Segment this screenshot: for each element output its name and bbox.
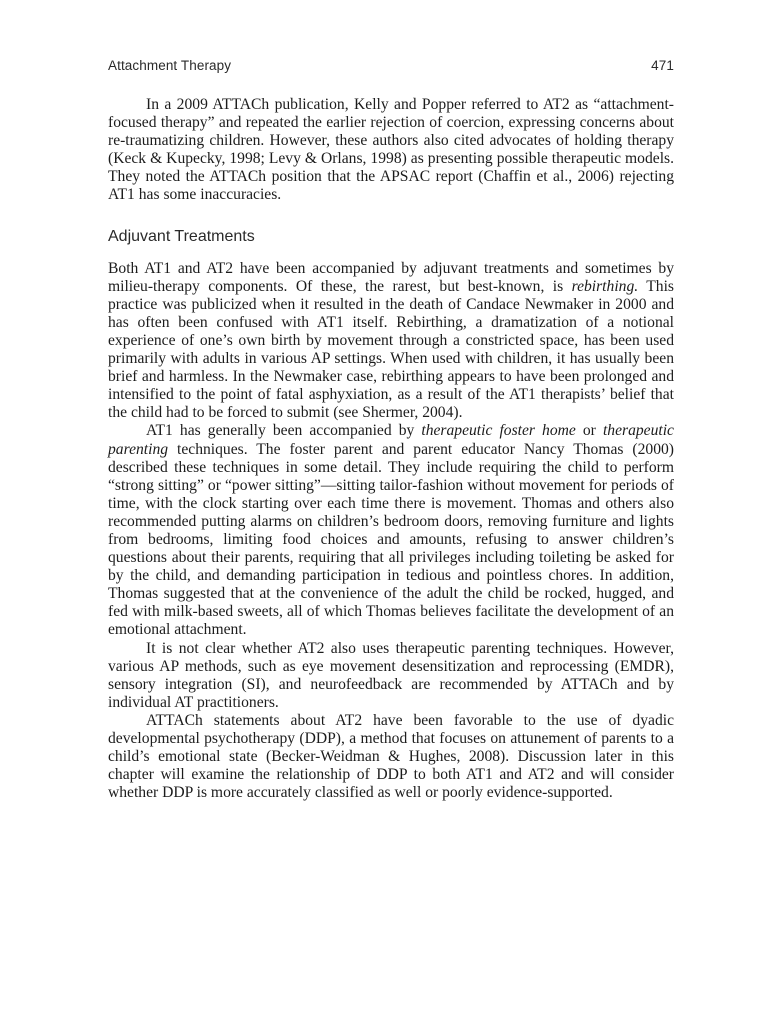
paragraph-3-text-c: techniques. The foster parent and parent educator Nancy Thomas (2000) described these techniques in some detail. They include requiring the child to perform “strong sitting” or “power sitting”—sitting tailor-fashion without movement for periods of time, with the clock starting over each time there is movement. Thomas and others also recommended putting alarms on children’s bedroom doors, removing furniture and lights from bedrooms, limiting food choices and amounts, refusing to answer children’s questions about their parents, requiring that all privileges including toileting be asked for by the child, and demanding participation in tedious and pointless chores. In addition, Thomas suggested that at the convenience of the adult the child be rocked, hugged, and fed with milk-based sweets, all of which Thomas believes facilitate the development of an emotional attachment. — [108, 440, 674, 639]
paragraph-3-italic-1: therapeutic foster home — [421, 422, 576, 440]
paragraph-2-italic: rebirthing. — [571, 277, 639, 295]
paragraph-4: It is not clear whether AT2 also uses therapeutic parenting techniques. However, various AP methods, such as eye movement desensitization and reprocessing (EMDR), sensory integration (SI), and neurofeedback are recommended by ATTACh and by individual AT practitioners. — [108, 639, 674, 711]
paragraph-3-italic-2: therapeutic parenting — [108, 422, 674, 458]
paragraph-1: In a 2009 ATTACh publication, Kelly and Popper referred to AT2 as “attachment-focused therapy” and repeated the earlier rejection of coercion, expressing concerns about re-traumatizing children. However, these authors also cited advocates of holding therapy (Keck & Kupecky, 1998; Levy & Orlans, 1998) as presenting possible therapeutic models. They noted the ATTACh position that the APSAC report (Chaffin et al., 2006) rejecting AT1 has some inaccuracies. — [108, 96, 674, 204]
book-page — [108, 58, 674, 802]
running-head — [108, 58, 674, 80]
running-title: Attachment Therapy — [108, 58, 232, 73]
paragraph-2 — [108, 260, 674, 423]
section-heading: Adjuvant Treatments — [108, 227, 255, 245]
paragraph-3-text-b: or — [575, 422, 603, 440]
paragraph-5: ATTACh statements about AT2 have been favorable to the use of dyadic developmental psychotherapy (DDP), a method that focuses on attunement of parents to a child’s emotional state (Becker-Weidman & Hughes, 2008). Discussion later in this chapter will examine the relationship of DDP to both AT1 and AT2 and will consider whether DDP is more accurately classified as well or poorly evidence-supported. — [108, 711, 674, 802]
paragraph-3-text-a: AT1 has generally been accompanied by — [146, 422, 422, 440]
paragraph-3 — [108, 422, 674, 639]
body-text — [108, 96, 674, 802]
page-number: 471 — [651, 58, 674, 73]
paragraph-2-text-b: This practice was publicized when it resulted in the death of Candace Newmaker in 2000 and has often been confused with AT1 itself. Rebirthing, a dramatization of a notional experience of one’s own birth by movement through a constricted space, has been used primarily with adults in various AP settings. When used with children, it has usually been brief and harmless. In the Newmaker case, rebirthing appears to have been prolonged and intensified to the point of fatal asphyxiation, as a result of the AT1 therapists’ belief that the child had to be forced to submit (see Shermer, 2004). — [108, 277, 674, 422]
paragraph-2-text-a: Both AT1 and AT2 have been accompanied by adjuvant treatments and sometimes by milieu-therapy components. Of these, the rarest, but best-known, is — [108, 259, 674, 295]
